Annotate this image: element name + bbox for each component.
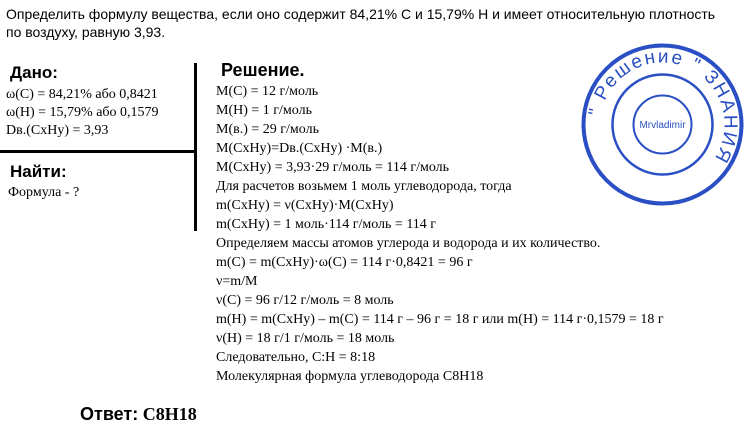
given-item: ω(С) = 84,21% або 0,8421 — [6, 87, 158, 102]
solution-step: Молекулярная формула углеводорода С8Н18 — [216, 369, 484, 384]
solution-step: ν(H) = 18 г/1 г/моль = 18 моль — [216, 331, 395, 346]
find-item: Формула - ? — [8, 185, 80, 200]
answer-value: С8Н18 — [142, 404, 197, 424]
find-heading: Найти: — [10, 162, 67, 181]
solution-step: m(C) = m(CxHy)·ω(C) = 114 г·0,8421 = 96 г — [216, 255, 473, 270]
separator-horizontal — [0, 150, 197, 153]
solution-step: M(CxHy)=Dв.(CxHy) ·M(в.) — [216, 141, 383, 156]
find-list — [8, 184, 79, 202]
solution-step: m(CxHy) = ν(CxHy)·M(CxHy) — [216, 198, 394, 213]
solution-step: ν(C) = 96 г/12 г/моль = 8 моль — [216, 293, 394, 308]
solution-step: Следовательно, С:Н = 8:18 — [216, 350, 376, 365]
given-item: Dв.(СхНу) = 3,93 — [6, 123, 109, 138]
solution-step: M(CxHy) = 3,93·29 г/моль = 114 г/моль — [216, 160, 450, 175]
stamp-seal — [580, 42, 745, 207]
stamp-arc-textpath: " Решение " ЗНАНИЯ — [585, 46, 741, 168]
problem-line-2: по воздуху, равную 3,93. — [6, 24, 166, 40]
solution-step: M(в.) = 29 г/моль — [216, 122, 319, 137]
problem-line-1: Определить формулу вещества, если оно содержит 84,21% С и 15,79% Н и имеет относительную плотность — [6, 6, 716, 22]
problem-statement — [6, 5, 746, 41]
solution-step: Определяем массы атомов углерода и водорода и их количество. — [216, 236, 601, 251]
given-heading: Дано: — [10, 63, 58, 82]
given-item: ω(Н) = 15,79% або 0,1579 — [6, 105, 159, 120]
solution-step: Для расчетов возьмем 1 моль углеводорода, тогда — [216, 179, 512, 194]
solution-heading: Решение. — [221, 60, 305, 80]
solution-step: M(H) = 1 г/моль — [216, 103, 312, 118]
solution-step: ν=m/M — [216, 274, 258, 289]
solution-step: m(H) = m(CxHy) – m(C) = 114 г – 96 г = 18 г или m(H) = 114 г·0,1579 = 18 г — [216, 312, 664, 327]
answer-label: Ответ: — [80, 404, 139, 424]
separator-vertical — [194, 63, 197, 231]
stamp-center-text: Mrvladimir — [639, 120, 686, 131]
solution-step: m(CxHy) = 1 моль·114 г/моль = 114 г — [216, 217, 437, 232]
solution-step: M(C) = 12 г/моль — [216, 84, 319, 99]
answer — [80, 404, 197, 425]
given-list — [6, 86, 159, 140]
